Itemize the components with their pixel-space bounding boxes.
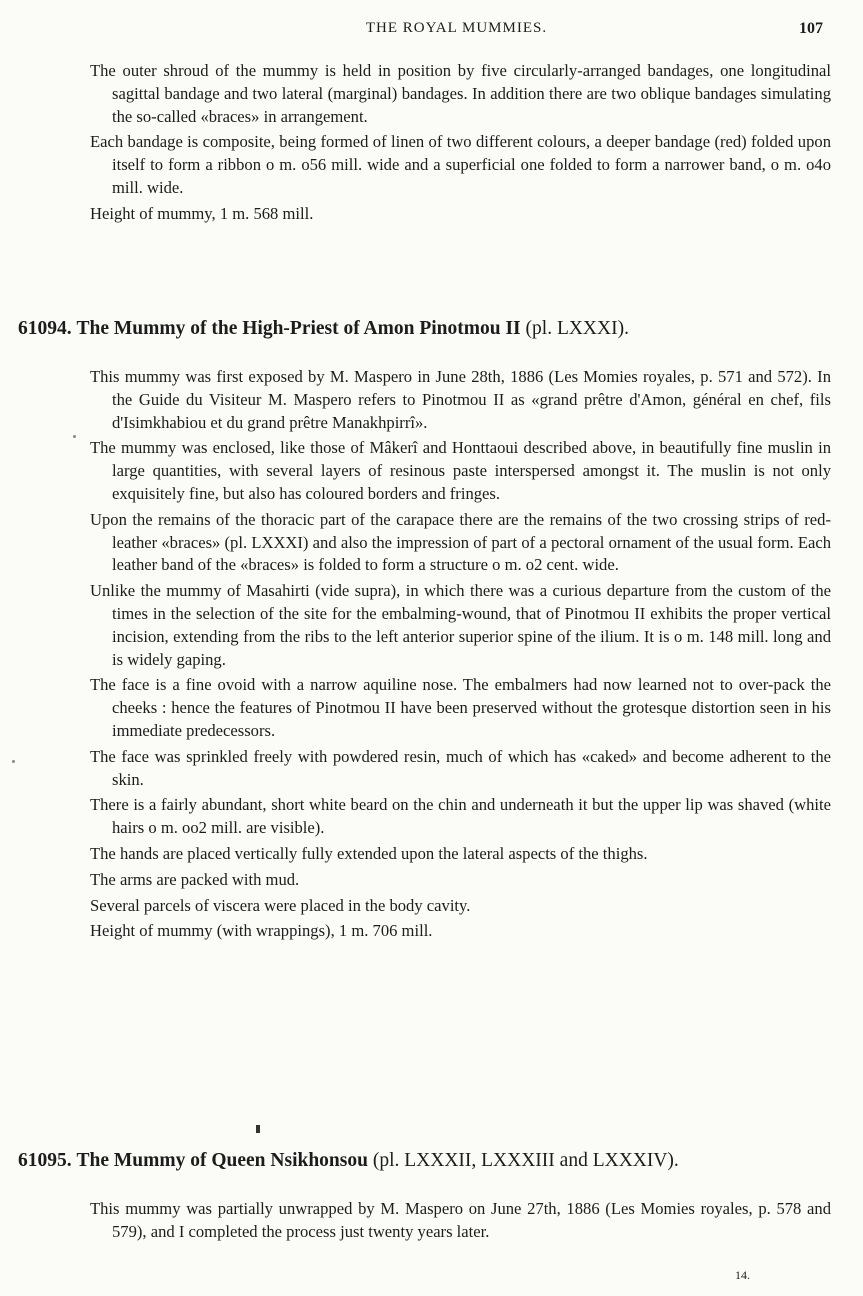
- entry-body-61094: [90, 366, 831, 946]
- paragraph: This mummy was first exposed by M. Maspero in June 28th, 1886 (Les Momies royales, p. 571 and 572). In the Guide du Visiteur M. Maspero refers to Pinotmou II as «grand prêtre d'Amon, général en chef, fils d'Isimkhabiou et du grand prêtre Manakhpirrî».: [90, 367, 831, 432]
- paragraph: This mummy was partially unwrapped by M. Maspero on June 27th, 1886 (Les Momies royales, p. 578 and 579), and I completed the process just twenty years later.: [90, 1199, 831, 1241]
- printer-mark: [256, 1125, 260, 1133]
- paragraph: The mummy was enclosed, like those of Mâkerî and Honttaoui described above, in beautifully fine muslin in large quantities, with several layers of resinous paste interspersed amongst it. The muslin is not only exquisitely fine, but also has coloured borders and fringes.: [90, 438, 831, 503]
- page-number: 107: [799, 20, 823, 37]
- plate-reference: (pl. LXXXI).: [525, 318, 629, 339]
- paragraph: The arms are packed with mud.: [90, 869, 300, 889]
- entry-heading-61094: [18, 318, 835, 340]
- paragraph: The face is a fine ovoid with a narrow aquiline nose. The embalmers had now learned not to over-pack the cheeks : hence the features of Pinotmou II have been preserved without the grotesque distortion seen in his immediate predecessors.: [90, 675, 831, 740]
- entry-number: 61095.: [18, 1150, 72, 1171]
- paragraph: Unlike the mummy of Masahirti (vide supra), in which there was a curious departure from the custom of the times in the selection of the site for the embalming-wound, that of Pinotmou II exhibits the proper vertical incision, extending from the ribs to the left anterior superior spine of the ilium. It is o m. 148 mill. long and is widely gaping.: [90, 581, 831, 669]
- entry-body-61095: [90, 1198, 831, 1247]
- paragraph: Upon the remains of the thoracic part of the carapace there are the remains of the two crossing strips of red-leather «braces» (pl. LXXXI) and also the impression of part of a pectoral ornament of the usual form. Each leather band of the «braces» is folded to form a structure o m. o2 cent. wide.: [90, 509, 831, 575]
- paragraph: Height of mummy, 1 m. 568 mill.: [90, 203, 314, 223]
- entry-number: 61094.: [18, 318, 72, 339]
- paragraph: Height of mummy (with wrappings), 1 m. 706 mill.: [90, 921, 433, 941]
- paper-speck: [12, 760, 15, 763]
- paragraph: There is a fairly abundant, short white beard on the chin and underneath it but the upper lip was shaved (white hairs o m. oo2 mill. are visible).: [90, 795, 831, 838]
- entry-heading-61095: [18, 1150, 835, 1172]
- entry-title: The Mummy of Queen Nsikhonsou: [76, 1150, 368, 1171]
- paragraph: The outer shroud of the mummy is held in position by five circularly-arranged bandages, one longitudinal sagittal bandage and two lateral (marginal) bandages. In addition there are two oblique bandages simulating the so-called «braces» in arrangement.: [90, 61, 831, 126]
- paragraph: The hands are placed vertically fully extended upon the lateral aspects of the thighs.: [90, 843, 648, 863]
- page-header: [90, 20, 823, 44]
- intro-section: [90, 60, 831, 229]
- plate-reference: (pl. LXXXII, LXXXIII and LXXXIV).: [372, 1150, 679, 1171]
- entry-title: The Mummy of the High-Priest of Amon Pinotmou II: [76, 318, 521, 339]
- paragraph: The face was sprinkled freely with powdered resin, much of which has «caked» and become adherent to the skin.: [90, 746, 831, 789]
- paper-speck: [73, 435, 76, 438]
- paragraph: Each bandage is composite, being formed of linen of two different colours, a deeper bandage (red) folded upon itself to form a ribbon o m. o56 mill. wide and a superficial one folded to form a narrower band, o m. o4o mill. wide.: [90, 132, 831, 197]
- paragraph: Several parcels of viscera were placed in the body cavity.: [90, 895, 471, 915]
- running-title: THE ROYAL MUMMIES.: [365, 20, 548, 36]
- signature-mark: 14.: [735, 1268, 750, 1282]
